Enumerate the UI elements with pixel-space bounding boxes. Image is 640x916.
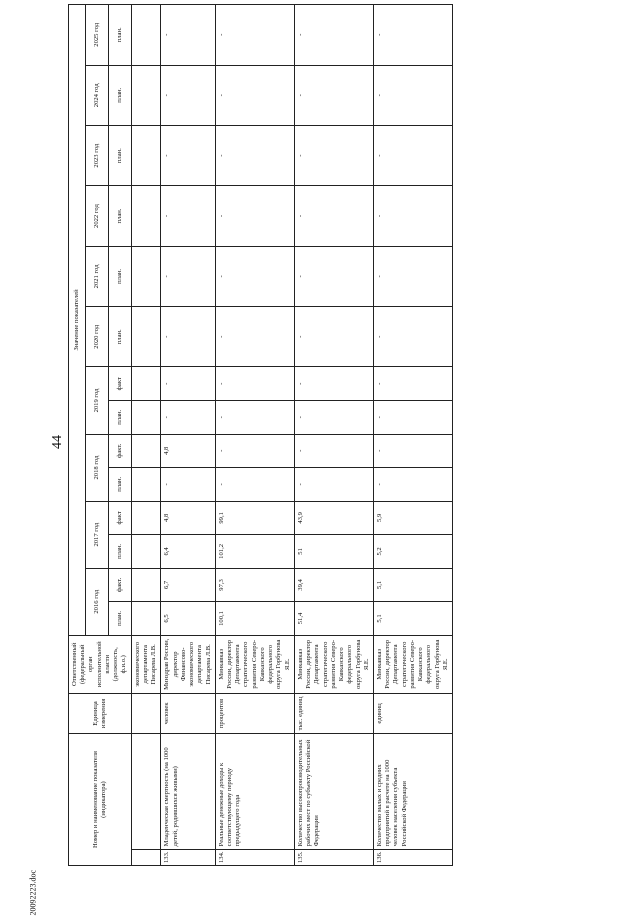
indicators-table-rotated [68,4,628,866]
value-cell: - [215,186,294,246]
row-number: 134. [215,850,294,866]
responsible-continuation: экономического департамента Писарева Л.В. [131,635,161,693]
header-plan: план. [108,307,131,367]
header-fact: факт [108,367,131,401]
header-year: 2024 год [86,65,109,125]
row-number: 135. [294,850,373,866]
value-cell: - [161,367,215,401]
value-cell: - [294,468,373,502]
value-cell: - [373,5,452,66]
value-cell: 39,4 [294,568,373,602]
value-cell: - [215,434,294,468]
footer-filename: 20092223.doc [28,869,38,916]
value-cell: - [161,186,215,246]
header-plan: план. [108,5,131,66]
indicator-name: Реальные денежные доходы к соответствующему периоду предыдущего года [215,734,294,850]
value-cell: 51,4 [294,602,373,636]
value-cell: - [373,307,452,367]
unit: тыс. единиц [294,693,373,733]
responsible: Минкавказ России, директор Департамента стратегического развития Северо-Кавказского федерального округа Горбунова Я.Е. [294,635,373,693]
value-cell: - [294,307,373,367]
header-fact: факт. [108,434,131,468]
value-cell: - [215,468,294,502]
value-cell: 101,2 [215,535,294,569]
value-cell: - [215,5,294,66]
unit: человек [161,693,215,733]
header-fact: факт. [108,568,131,602]
unit: процентов [215,693,294,733]
value-cell: 4,8 [161,434,215,468]
table-row-continuation [131,5,161,866]
header-year: 2022 год [86,186,109,246]
indicator-name: Количество высокопроизводительных рабочих мест по субъекту Российской Федерации [294,734,373,850]
value-cell: 43,9 [294,501,373,535]
value-cell: - [294,367,373,401]
value-cell: - [161,468,215,502]
value-cell: - [161,125,215,185]
indicator-name: Младенческая смертность (на 1000 детей, родившихся живыми) [161,734,215,850]
responsible: Минкавказ России, директор Департамента стратегического развития Северо-Кавказского федерального округа Горбунова Я.Е. [215,635,294,693]
indicator-name: Количество малых и средних предприятий в расчете на 1000 человек населения субъекта Российской Федерации [373,734,452,850]
header-year: 2020 год [86,307,109,367]
value-cell: 100,1 [215,602,294,636]
header-plan: план. [108,125,131,185]
table-row [294,5,373,866]
value-cell: 5,1 [373,602,452,636]
header-plan: план. [108,246,131,306]
unit: единиц [373,693,452,733]
header-year: 2018 год [86,434,109,501]
value-cell: - [161,307,215,367]
header-year: 2016 год [86,568,109,635]
indicators-table [68,4,453,866]
responsible: Минздрав России, директор Финансово-экономического департамента Писарева Л.В. [161,635,215,693]
value-cell: - [215,65,294,125]
value-cell: - [373,246,452,306]
header-plan: план. [108,186,131,246]
value-cell: - [294,246,373,306]
value-cell: - [294,434,373,468]
value-cell: - [161,246,215,306]
value-cell: 5,9 [373,501,452,535]
value-cell: - [161,65,215,125]
header-plan: план. [108,401,131,435]
value-cell: - [294,125,373,185]
value-cell: - [373,468,452,502]
value-cell: 6,7 [161,568,215,602]
value-cell: 99,1 [215,501,294,535]
value-cell: - [373,65,452,125]
value-cell: - [373,401,452,435]
header-plan: план. [108,65,131,125]
header-year: 2021 год [86,246,109,306]
value-cell: - [215,246,294,306]
row-number: 133. [161,850,215,866]
value-cell: - [215,125,294,185]
value-cell: 5,2 [373,535,452,569]
value-cell: - [215,307,294,367]
table-row [215,5,294,866]
header-values: Значение показателей [69,5,86,636]
value-cell: - [373,125,452,185]
header-name: Номер и наименование показателя (индикатора) [69,734,132,866]
header-responsible: Ответственный (федеральный орган исполнительной власти (должность, ф.и.о.) [69,635,132,693]
value-cell: - [161,5,215,66]
header-plan: план. [108,535,131,569]
value-cell: - [294,401,373,435]
header-year: 2023 год [86,125,109,185]
value-cell: 51 [294,535,373,569]
header-year: 2025 год [86,5,109,66]
table-row [373,5,452,866]
value-cell: - [373,434,452,468]
value-cell: - [294,186,373,246]
page-number: 44 [50,435,65,449]
value-cell: 97,3 [215,568,294,602]
value-cell: - [215,401,294,435]
header-plan: план. [108,468,131,502]
row-number: 136. [373,850,452,866]
table-row [161,5,215,866]
header-fact: факт [108,501,131,535]
header-year: 2019 год [86,367,109,434]
value-cell: 6,5 [161,602,215,636]
header-year: 2017 год [86,501,109,568]
responsible: Минкавказ России, директор Департамента стратегического развития Северо-Кавказского федерального округа Горбунова Я.Е. [373,635,452,693]
value-cell: - [215,367,294,401]
value-cell: - [373,367,452,401]
value-cell: 4,8 [161,501,215,535]
value-cell: - [161,401,215,435]
value-cell: 6,4 [161,535,215,569]
header-unit: Единица измерения [69,693,132,733]
header-plan: план. [108,602,131,636]
value-cell: - [294,65,373,125]
value-cell: - [294,5,373,66]
value-cell: 5,1 [373,568,452,602]
value-cell: - [373,186,452,246]
